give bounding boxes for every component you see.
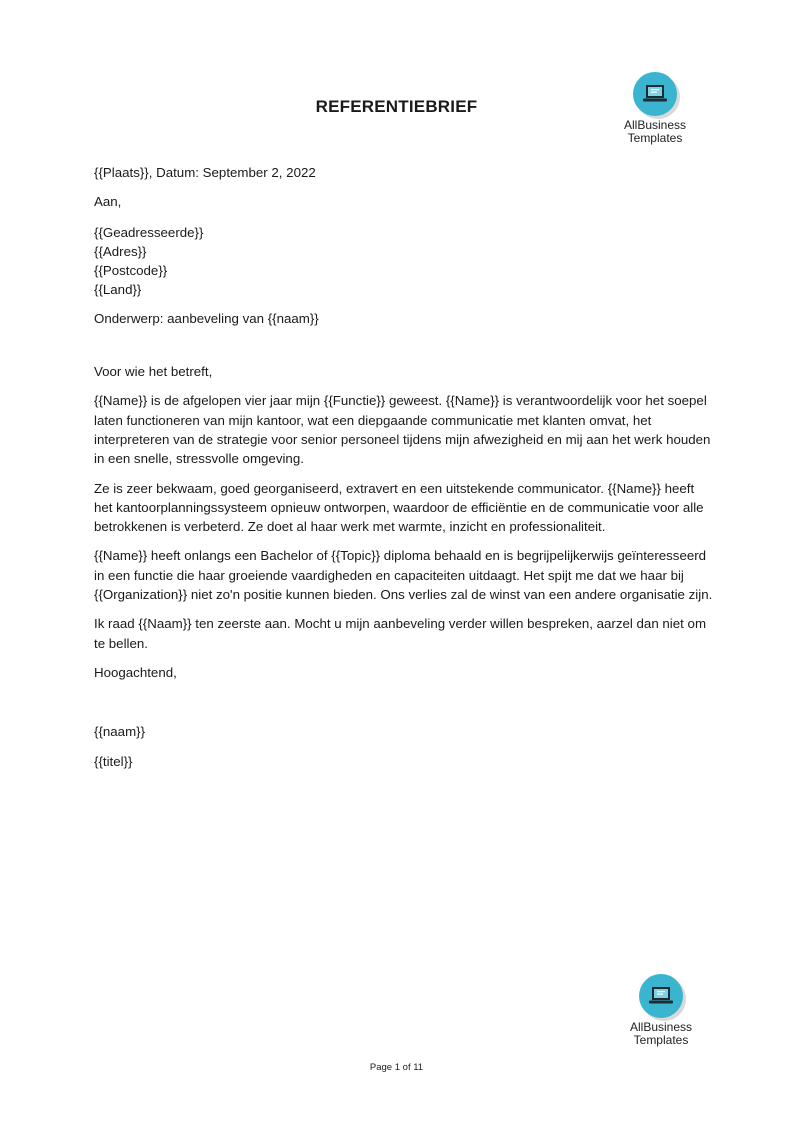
laptop-icon [642, 83, 668, 105]
logo-circle [639, 974, 683, 1018]
logo-line-2: Templates [633, 1033, 689, 1047]
address-line: {{Postcode}} [94, 263, 168, 279]
laptop-icon [648, 985, 674, 1007]
page-footer: Page 1 of 11 [369, 1062, 424, 1073]
paragraph: Ze is zeer bekwaam, goed georganiseerd, extravert en een uitstekende communicator. {{Name}} heeft het kantoorplanningssysteem opnieuw ontworpen, waardoor de efficiëntie en de communicatie voor alle betrokkenen is verbeterd. Ze doet al haar werk met warmte, inzicht en professionaliteit. [94, 480, 704, 535]
logo-line-2: Templates [627, 131, 683, 145]
letter-body [94, 163, 714, 771]
address-line: {{Land}} [94, 282, 142, 298]
address-line: {{Geadresseerde}} [94, 224, 204, 240]
logo-line-1: AllBusiness [629, 1020, 693, 1034]
to-line: Aan, [94, 194, 122, 210]
document-title: REFERENTIEBRIEF [315, 97, 478, 116]
signature-title: {{titel}} [94, 753, 133, 769]
paragraph: {{Name}} is de afgelopen vier jaar mijn {{Functie}} geweest. {{Name}} is verantwoordelijk voor het soepel laten functioneren van mijn kantoor, wat een diepgaande communicatie met klanten omvat, het interpreteren van de strategie voor senior personeel tijdens mijn afwezigheid en mij aan het werk houden in een snelle, stressvolle omgeving. [94, 393, 711, 467]
brand-logo-bottom [611, 974, 711, 1047]
logo-line-1: AllBusiness [623, 118, 687, 132]
paragraph: {{Name}} heeft onlangs een Bachelor of {{Topic}} diploma behaald en is begrijpelijkerwijs geïnteresseerd in een functie die haar groeiende vaardigheden en capaciteiten uitdaagt. Het spijt me dat we haar bij {{Organization}} niet zo'n positie kunnen bieden. Ons verlies zal de winst van een andere organisatie zijn. [94, 548, 713, 603]
logo-brand-text [605, 119, 705, 145]
address-block [94, 223, 714, 300]
salutation: Voor wie het betreft, [94, 364, 213, 380]
signature-name: {{naam}} [94, 724, 146, 740]
place-date-line: {{Plaats}}, Datum: September 2, 2022 [94, 165, 316, 180]
brand-logo-top [605, 72, 705, 145]
paragraph: Ik raad {{Naam}} ten zeerste aan. Mocht u mijn aanbeveling verder willen bespreken, aarzel dan niet om te bellen. [94, 616, 707, 651]
subject-line: Onderwerp: aanbeveling van {{naam}} [94, 310, 319, 326]
closing: Hoogachtend, [94, 664, 177, 680]
logo-brand-text [611, 1021, 711, 1047]
address-line: {{Adres}} [94, 243, 147, 259]
logo-circle [633, 72, 677, 116]
